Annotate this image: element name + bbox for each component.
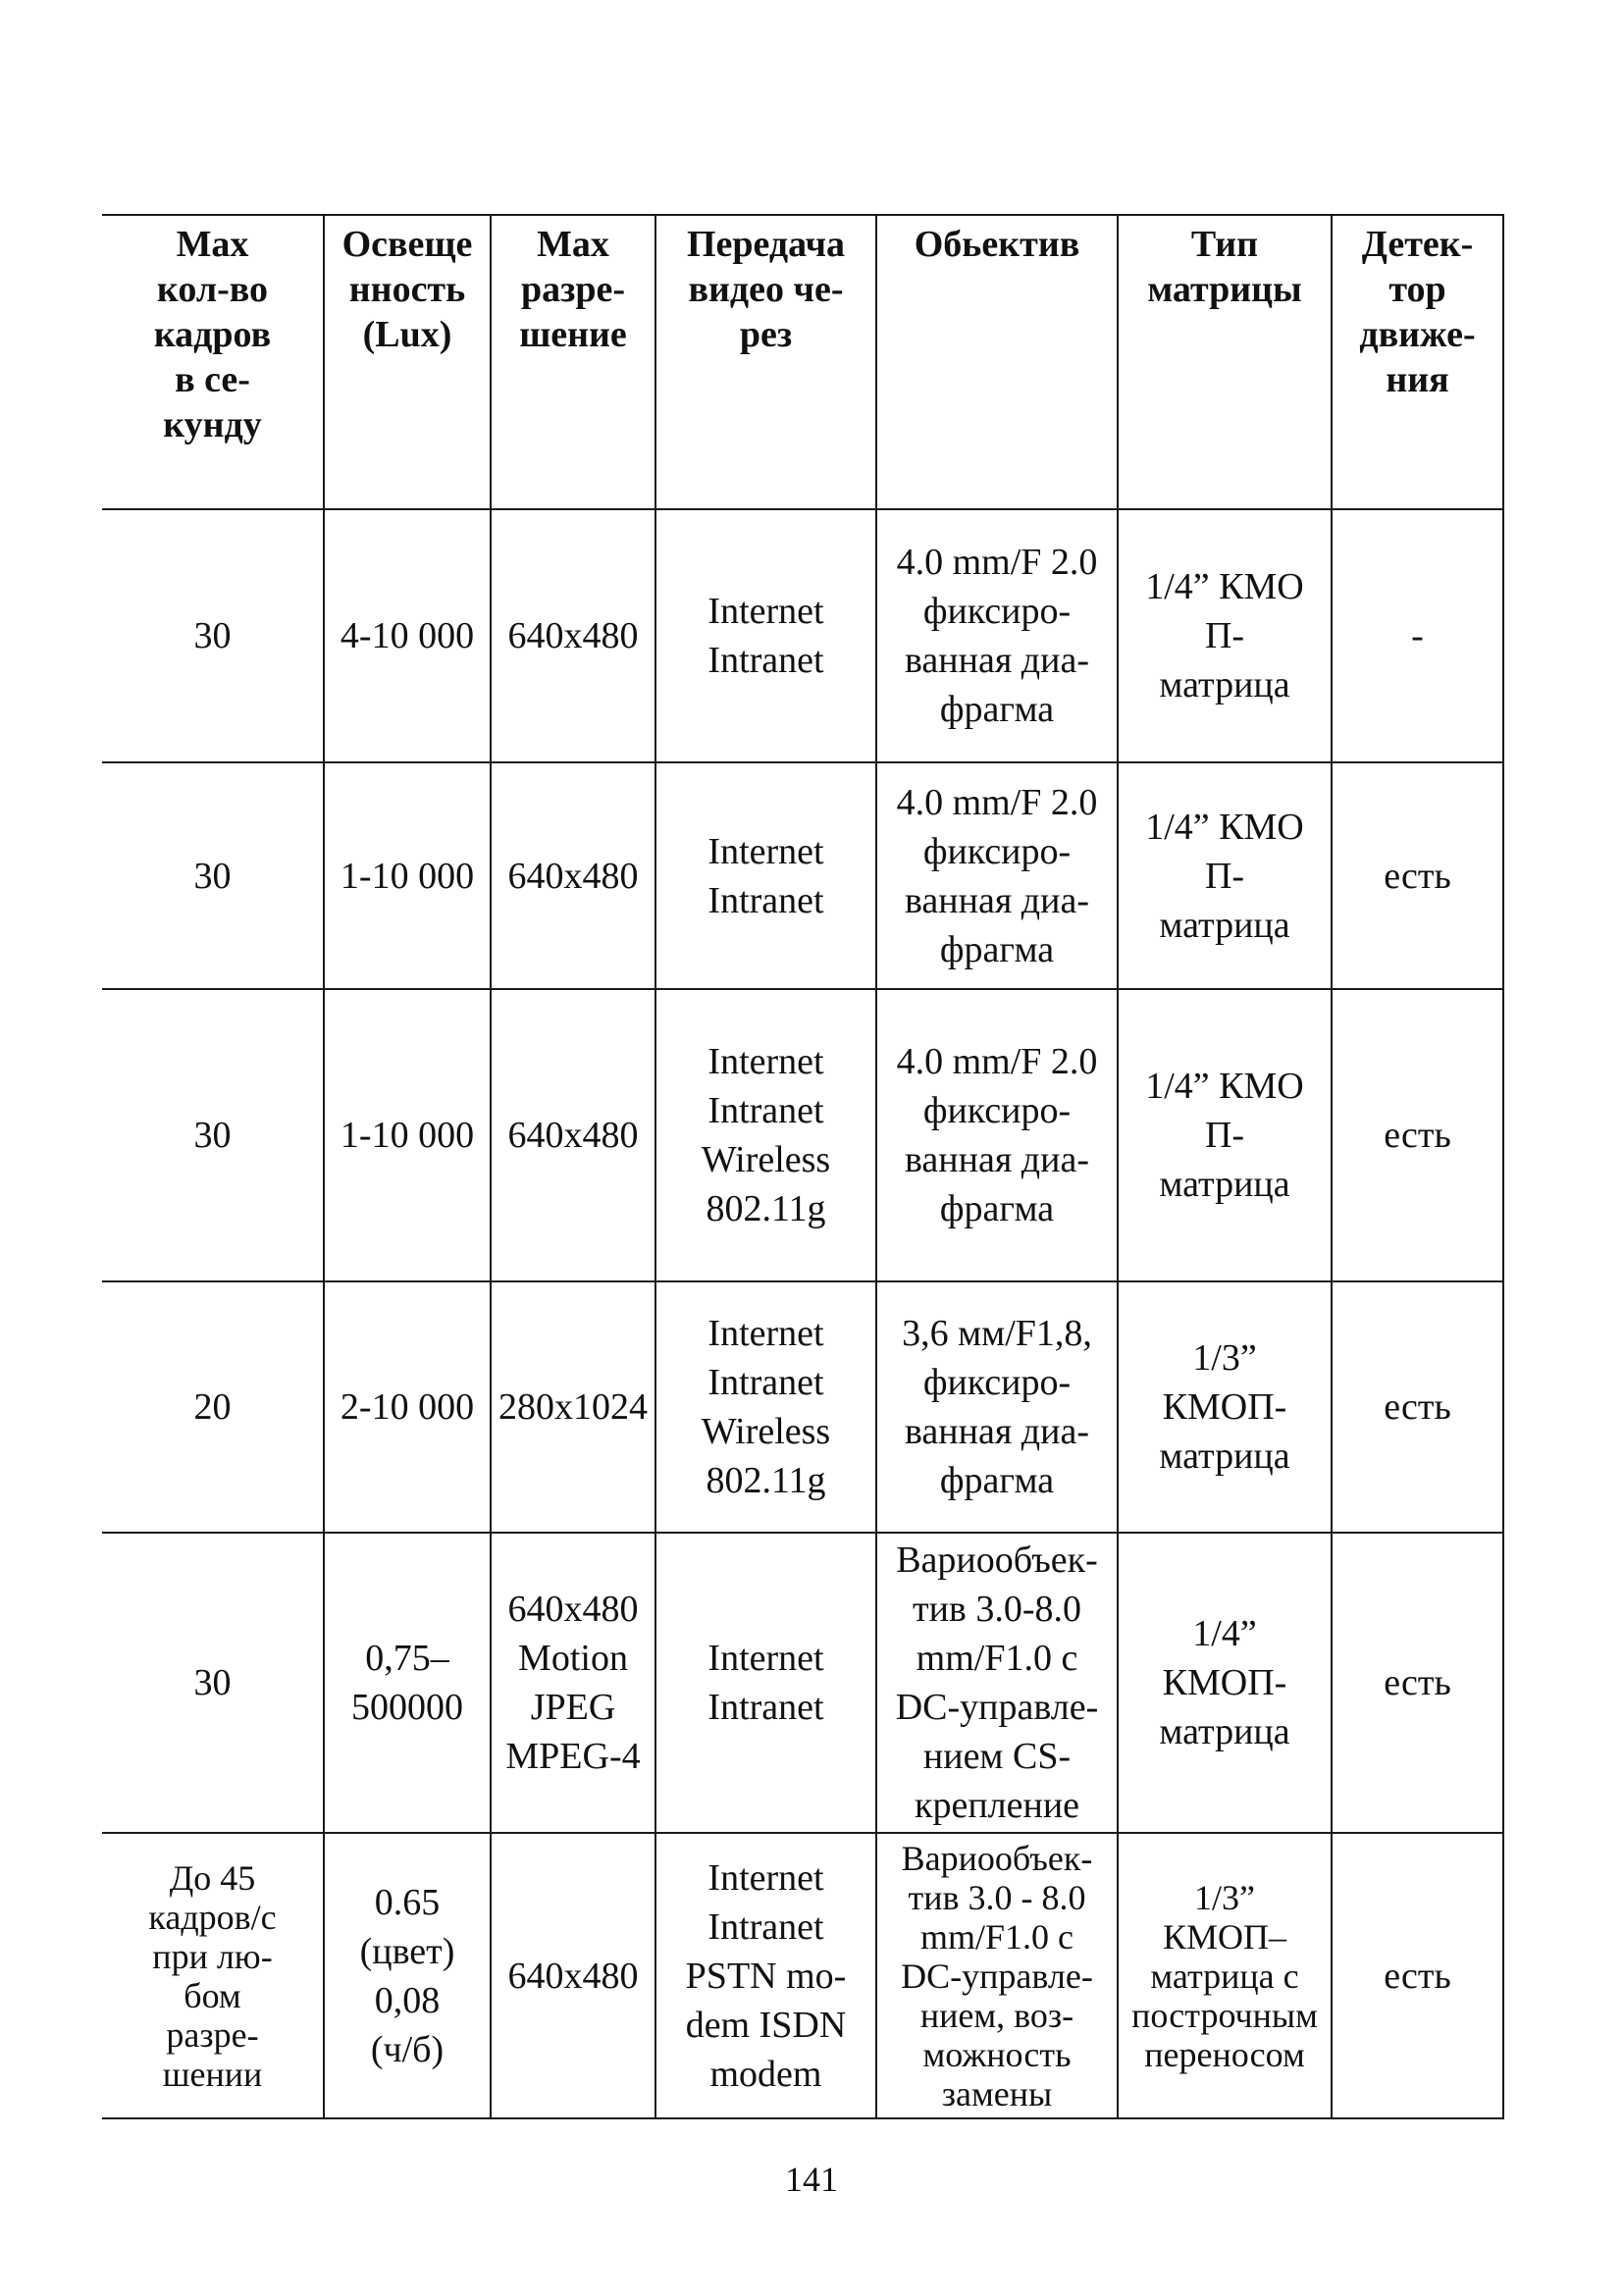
cell-sensor: 1/4” КМО П- матрица bbox=[1118, 509, 1332, 762]
cell-lens: 4.0 mm/F 2.0 фиксиро- ванная диа- фрагма bbox=[876, 762, 1118, 989]
cell-motion-detector: есть bbox=[1332, 762, 1503, 989]
cell-sensor: 1/4” КМОП- матрица bbox=[1118, 1533, 1332, 1833]
cell-fps: 30 bbox=[102, 1533, 324, 1833]
header-max-fps: Max кол-во кадров в се- кунду bbox=[102, 215, 324, 509]
header-lens: Обьектив bbox=[876, 215, 1118, 509]
cell-resolution: 640x480 bbox=[491, 1833, 655, 2118]
cell-resolution: 640x480 bbox=[491, 509, 655, 762]
cell-motion-detector: есть bbox=[1332, 1833, 1503, 2118]
cell-transmission: Internet Intranet bbox=[655, 1533, 876, 1833]
cell-lens: 4.0 mm/F 2.0 фиксиро- ванная диа- фрагма bbox=[876, 509, 1118, 762]
cell-motion-detector: есть bbox=[1332, 989, 1503, 1281]
cell-fps: До 45 кадров/с при лю- бом разре- шении bbox=[102, 1833, 324, 2118]
table-row bbox=[102, 762, 1503, 989]
cell-fps: 30 bbox=[102, 989, 324, 1281]
cell-transmission: Internet Intranet Wireless 802.11g bbox=[655, 989, 876, 1281]
table-header-row bbox=[102, 215, 1503, 509]
cell-resolution: 640x480 bbox=[491, 989, 655, 1281]
table-row bbox=[102, 1281, 1503, 1533]
cell-lens: Вариообъек- тив 3.0 - 8.0 mm/F1.0 с DC-управле- нием, воз- можность замены bbox=[876, 1833, 1118, 2118]
specifications-table bbox=[102, 214, 1504, 2119]
header-video-transmission: Передача видео че- рез bbox=[655, 215, 876, 509]
table-row bbox=[102, 989, 1503, 1281]
header-motion-detector: Детек- тор движе- ния bbox=[1332, 215, 1503, 509]
cell-sensor: 1/4” КМО П- матрица bbox=[1118, 762, 1332, 989]
cell-transmission: Internet Intranet PSTN mo- dem ISDN modem bbox=[655, 1833, 876, 2118]
cell-sensor: 1/4” КМО П- матрица bbox=[1118, 989, 1332, 1281]
header-max-resolution: Max разре- шение bbox=[491, 215, 655, 509]
header-sensor-type: Тип матрицы bbox=[1118, 215, 1332, 509]
table-row bbox=[102, 1533, 1503, 1833]
cell-resolution: 640x480 Motion JPEG MPEG-4 bbox=[491, 1533, 655, 1833]
page-number: 141 bbox=[785, 2160, 838, 2199]
cell-sensor: 1/3” КМОП- матрица bbox=[1118, 1281, 1332, 1533]
cell-illumination: 0,75– 500000 bbox=[324, 1533, 491, 1833]
cell-lens: Вариообъек- тив 3.0-8.0 mm/F1.0 с DC-управле- нием CS- крепление bbox=[876, 1533, 1118, 1833]
cell-fps: 30 bbox=[102, 762, 324, 989]
cell-fps: 30 bbox=[102, 509, 324, 762]
cell-motion-detector: есть bbox=[1332, 1281, 1503, 1533]
cell-illumination: 2-10 000 bbox=[324, 1281, 491, 1533]
cell-illumination: 4-10 000 bbox=[324, 509, 491, 762]
cell-lens: 4.0 mm/F 2.0 фиксиро- ванная диа- фрагма bbox=[876, 989, 1118, 1281]
cell-motion-detector: есть bbox=[1332, 1533, 1503, 1833]
cell-resolution: 280x1024 bbox=[491, 1281, 655, 1533]
cell-illumination: 0.65 (цвет) 0,08 (ч/б) bbox=[324, 1833, 491, 2118]
cell-transmission: Internet Intranet Wireless 802.11g bbox=[655, 1281, 876, 1533]
table-row bbox=[102, 509, 1503, 762]
cell-lens: 3,6 мм/F1,8, фиксиро- ванная диа- фрагма bbox=[876, 1281, 1118, 1533]
cell-illumination: 1-10 000 bbox=[324, 762, 491, 989]
cell-transmission: Internet Intranet bbox=[655, 509, 876, 762]
header-illumination: Освеще нность (Lux) bbox=[324, 215, 491, 509]
cell-illumination: 1-10 000 bbox=[324, 989, 491, 1281]
cell-motion-detector: - bbox=[1332, 509, 1503, 762]
cell-sensor: 1/3” КМОП– матрица с построчным переносом bbox=[1118, 1833, 1332, 2118]
cell-fps: 20 bbox=[102, 1281, 324, 1533]
cell-resolution: 640x480 bbox=[491, 762, 655, 989]
table-row bbox=[102, 1833, 1503, 2118]
cell-transmission: Internet Intranet bbox=[655, 762, 876, 989]
